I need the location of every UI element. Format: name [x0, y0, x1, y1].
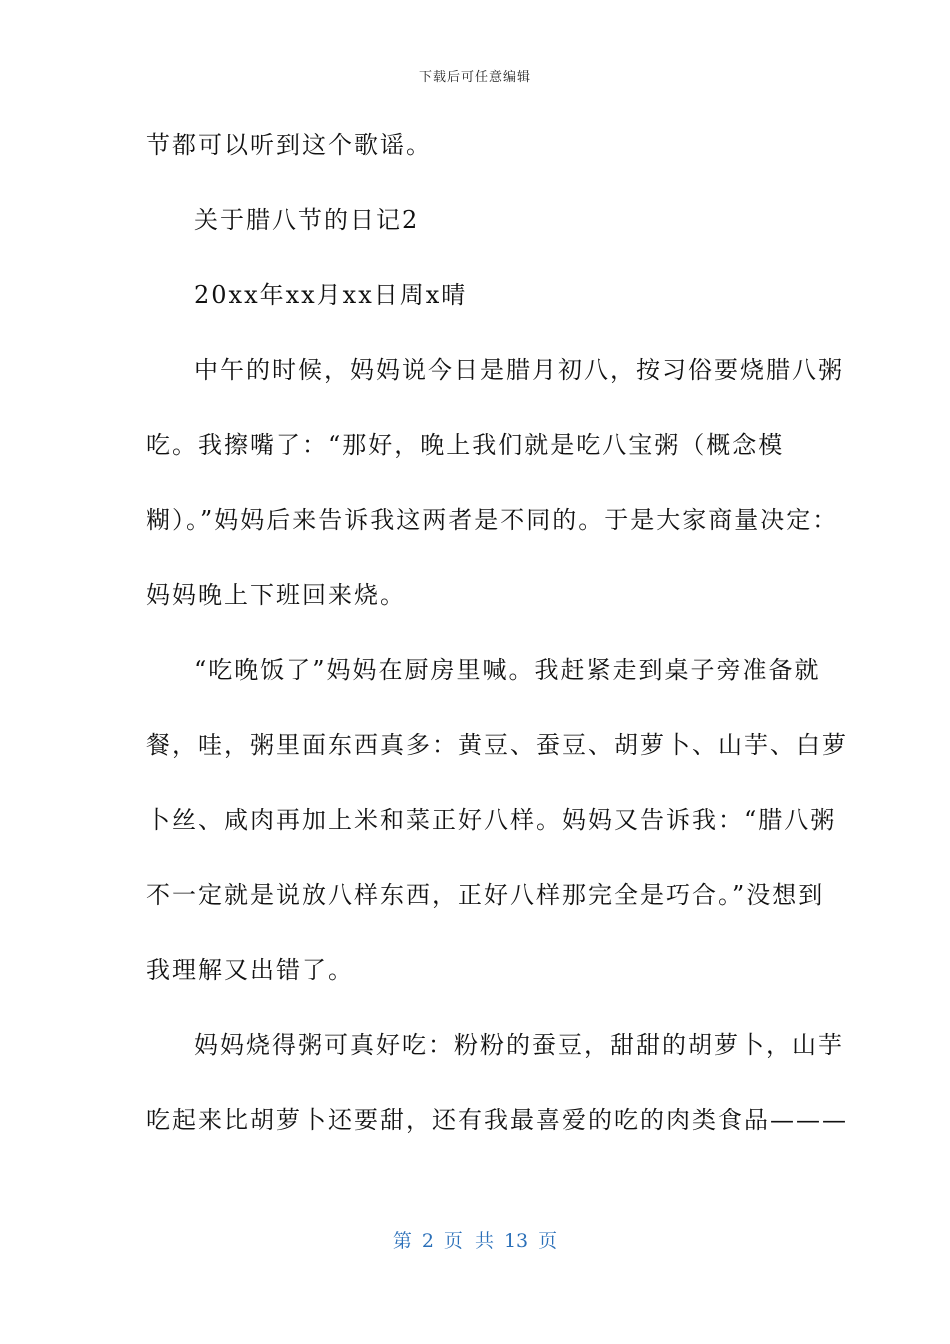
text-line: 糊）。”妈妈后来告诉我这两者是不同的。于是大家商量决定： [146, 506, 839, 534]
text-line: 我理解又出错了。 [146, 956, 354, 984]
page-suffix: 页 [538, 1230, 558, 1252]
section-title: 关于腊八节的日记2 [194, 206, 420, 234]
current-page: 2 [421, 1230, 434, 1252]
text-line: 餐，哇，粥里面东西真多：黄豆、蚕豆、胡萝卜、山芋、白萝 [146, 731, 848, 759]
text-line: 节都可以听到这个歌谣。 [146, 131, 432, 159]
text-line: 吃。我擦嘴了：“那好，晚上我们就是吃八宝粥（概念模 [146, 431, 785, 459]
text-line: 不一定就是说放八样东西，正好八样那完全是巧合。”没想到 [146, 881, 825, 909]
text-line: 吃起来比胡萝卜还要甜，还有我最喜爱的吃的肉类食品——— [146, 1106, 848, 1134]
diary-date-line: 20xx年xx月xx日周x晴 [194, 281, 468, 309]
text-line: 妈妈烧得粥可真好吃：粉粉的蚕豆，甜甜的胡萝卜，山芋 [194, 1031, 844, 1059]
text-line: 妈妈晚上下班回来烧。 [146, 581, 406, 609]
text-line: 中午的时候，妈妈说今日是腊月初八，按习俗要烧腊八粥 [194, 356, 844, 384]
text-line: 卜丝、咸肉再加上米和菜正好八样。妈妈又告诉我：“腊八粥 [146, 806, 837, 834]
page-header-note: 下载后可任意编辑 [418, 70, 531, 85]
page-prefix: 第 [392, 1230, 412, 1252]
text-line: “吃晚饭了”妈妈在厨房里喊。我赶紧走到桌子旁准备就 [194, 656, 821, 684]
total-pages: 13 [503, 1230, 529, 1252]
page-number-footer [0, 1226, 950, 1253]
page-mid: 页 共 [443, 1230, 494, 1252]
